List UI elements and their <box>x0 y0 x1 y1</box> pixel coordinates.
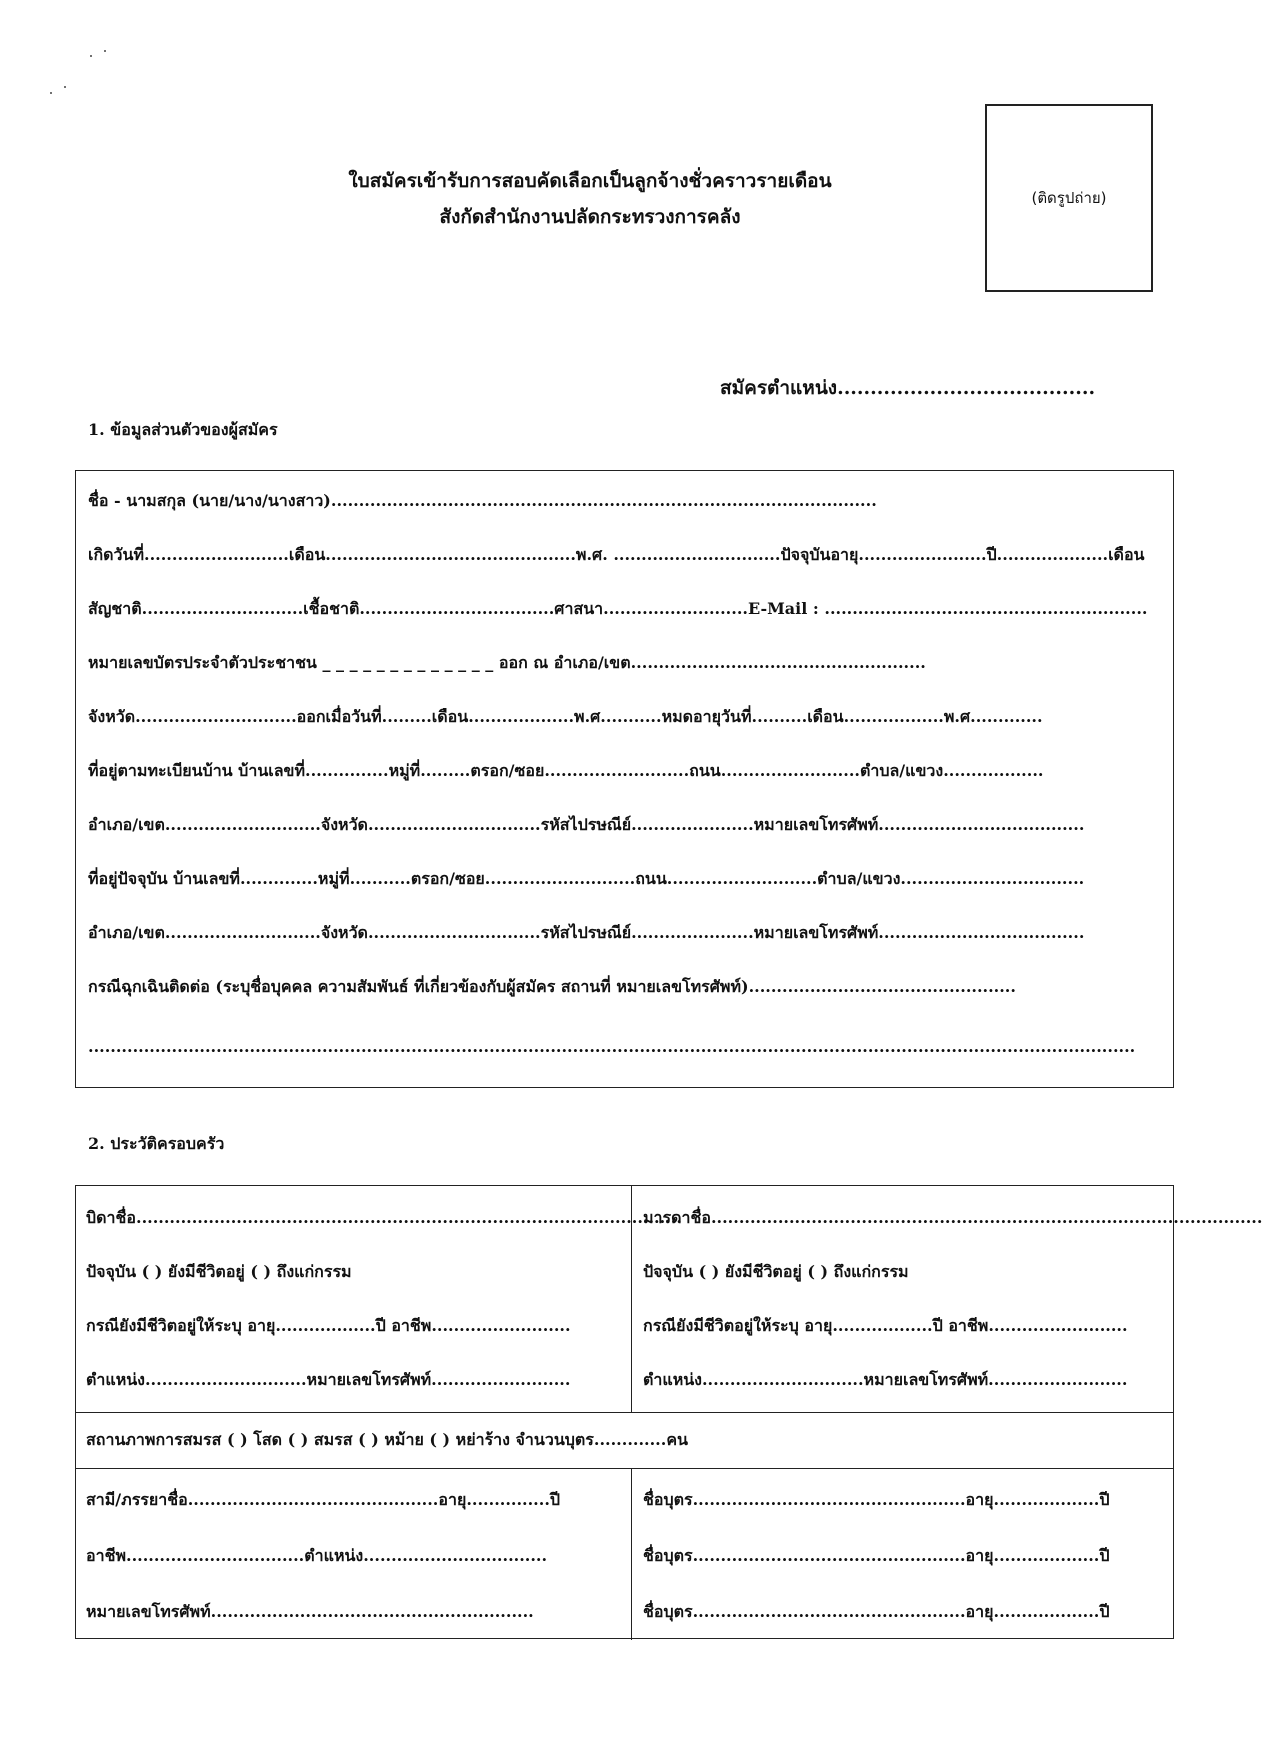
spouse-phone-field[interactable]: หมายเลขโทรศัพท์.......................................................... <box>86 1602 534 1621</box>
child-3-field[interactable]: ชื่อบุตร.................................................อายุ...................ปี <box>643 1602 1110 1621</box>
section2-title: 2. ประวัติครอบครัว <box>88 1134 225 1153</box>
photo-box <box>985 104 1153 292</box>
divider-vertical-bottom <box>631 1468 632 1640</box>
divider-horizontal-1 <box>76 1412 1173 1413</box>
emergency-contact-extra-line[interactable]: ............................................................................................................................................................................................ <box>88 1037 1136 1056</box>
birthdate-field[interactable]: เกิดวันที่..........................เดือน.............................................พ.ศ. ..............................ปัจจุบันอายุ.......................ปี....................เดือน <box>88 545 1145 564</box>
mother-status-field[interactable]: ปัจจุบัน ( ) ยังมีชีวิตอยู่ ( ) ถึงแก่กรรม <box>643 1262 909 1281</box>
scan-speck <box>50 92 52 94</box>
form-title-line1: ใบสมัครเข้ารับการสอบคัดเลือกเป็นลูกจ้างชั่วคราวรายเดือน <box>348 170 832 192</box>
family-info-box <box>75 1185 1262 1639</box>
form-title <box>280 163 900 235</box>
father-status-field[interactable]: ปัจจุบัน ( ) ยังมีชีวิตอยู่ ( ) ถึงแก่กรรม <box>86 1262 352 1281</box>
registered-district-field[interactable]: อำเภอ/เขต............................จังหวัด...............................รหัสไปรษณีย์......................หมายเลขโทรศัพท์..................................... <box>88 815 1085 834</box>
father-position-phone-field[interactable]: ตำแหน่ง.............................หมายเลขโทรศัพท์......................... <box>86 1370 571 1389</box>
spouse-job-field[interactable]: อาชีพ................................ตำแหน่ง................................. <box>86 1546 548 1565</box>
scan-speck <box>90 55 92 57</box>
photo-label: (ติดรูปถ่าย) <box>1031 189 1107 207</box>
mother-age-job-field[interactable]: กรณียังมีชีวิตอยู่ให้ระบุ อายุ..................ปี อาชีพ......................... <box>643 1316 1128 1335</box>
id-card-field[interactable]: หมายเลขบัตรประจำตัวประชาชน _ _ _ _ _ _ _ _ _ _ _ _ _ ออก ณ อำเภอ/เขต..................................................... <box>88 653 926 672</box>
scan-speck <box>64 86 66 88</box>
position-field[interactable]: สมัครตำแหน่ง....................................... <box>720 377 1096 399</box>
personal-info-box <box>75 470 1174 1088</box>
registered-address-field[interactable]: ที่อยู่ตามทะเบียนบ้าน บ้านเลขที่...............หมู่ที่.........ตรอก/ซอย..........................ถนน.........................ตำบล/แขวง.................. <box>88 761 1044 780</box>
divider-horizontal-2 <box>76 1468 1173 1469</box>
mother-position-phone-field[interactable]: ตำแหน่ง.............................หมายเลขโทรศัพท์......................... <box>643 1370 1128 1389</box>
current-district-field[interactable]: อำเภอ/เขต............................จังหวัด...............................รหัสไปรษณีย์......................หมายเลขโทรศัพท์..................................... <box>88 923 1085 942</box>
emergency-contact-field[interactable]: กรณีฉุกเฉินติดต่อ (ระบุชื่อบุคคล ความสัมพันธ์ ที่เกี่ยวข้องกับผู้สมัคร สถานที่ หมายเลขโทรศัพท์)................................................ <box>88 977 1016 996</box>
current-address-field[interactable]: ที่อยู่ปัจจุบัน บ้านเลขที่..............หมู่ที่...........ตรอก/ซอย...........................ถนน...........................ตำบล/แขวง................................. <box>88 869 1085 888</box>
id-issue-field[interactable]: จังหวัด.............................ออกเมื่อวันที่.........เดือน...................พ.ศ...........หมดอายุวันที่..........เดือน..................พ.ศ............. <box>88 707 1043 726</box>
name-field[interactable]: ชื่อ - นามสกุล (นาย/นาง/นางสาว).................................................................................................. <box>88 491 877 510</box>
section1-title: 1. ข้อมูลส่วนตัวของผู้สมัคร <box>88 420 278 439</box>
child-2-field[interactable]: ชื่อบุตร.................................................อายุ...................ปี <box>643 1546 1110 1565</box>
father-age-job-field[interactable]: กรณียังมีชีวิตอยู่ให้ระบุ อายุ..................ปี อาชีพ......................... <box>86 1316 571 1335</box>
form-title-line2: สังกัดสำนักงานปลัดกระทรวงการคลัง <box>439 206 741 228</box>
nationality-field[interactable]: สัญชาติ.............................เชื้อชาติ...................................ศาสนา..........................E-Mail : .......................................................... <box>88 599 1148 618</box>
child-1-field[interactable]: ชื่อบุตร.................................................อายุ...................ปี <box>643 1490 1110 1509</box>
mother-name-field[interactable]: มารดาชื่อ................................................................................................... <box>643 1208 1262 1227</box>
father-name-field[interactable]: บิดาชื่อ.................................................................................................. <box>86 1208 682 1227</box>
spouse-name-field[interactable]: สามี/ภรรยาชื่อ.............................................อายุ...............ปี <box>86 1490 561 1509</box>
marital-status-field[interactable]: สถานภาพการสมรส ( ) โสด ( ) สมรส ( ) หม้าย ( ) หย่าร้าง จำนวนบุตร.............คน <box>86 1430 688 1449</box>
scan-speck <box>104 50 106 52</box>
